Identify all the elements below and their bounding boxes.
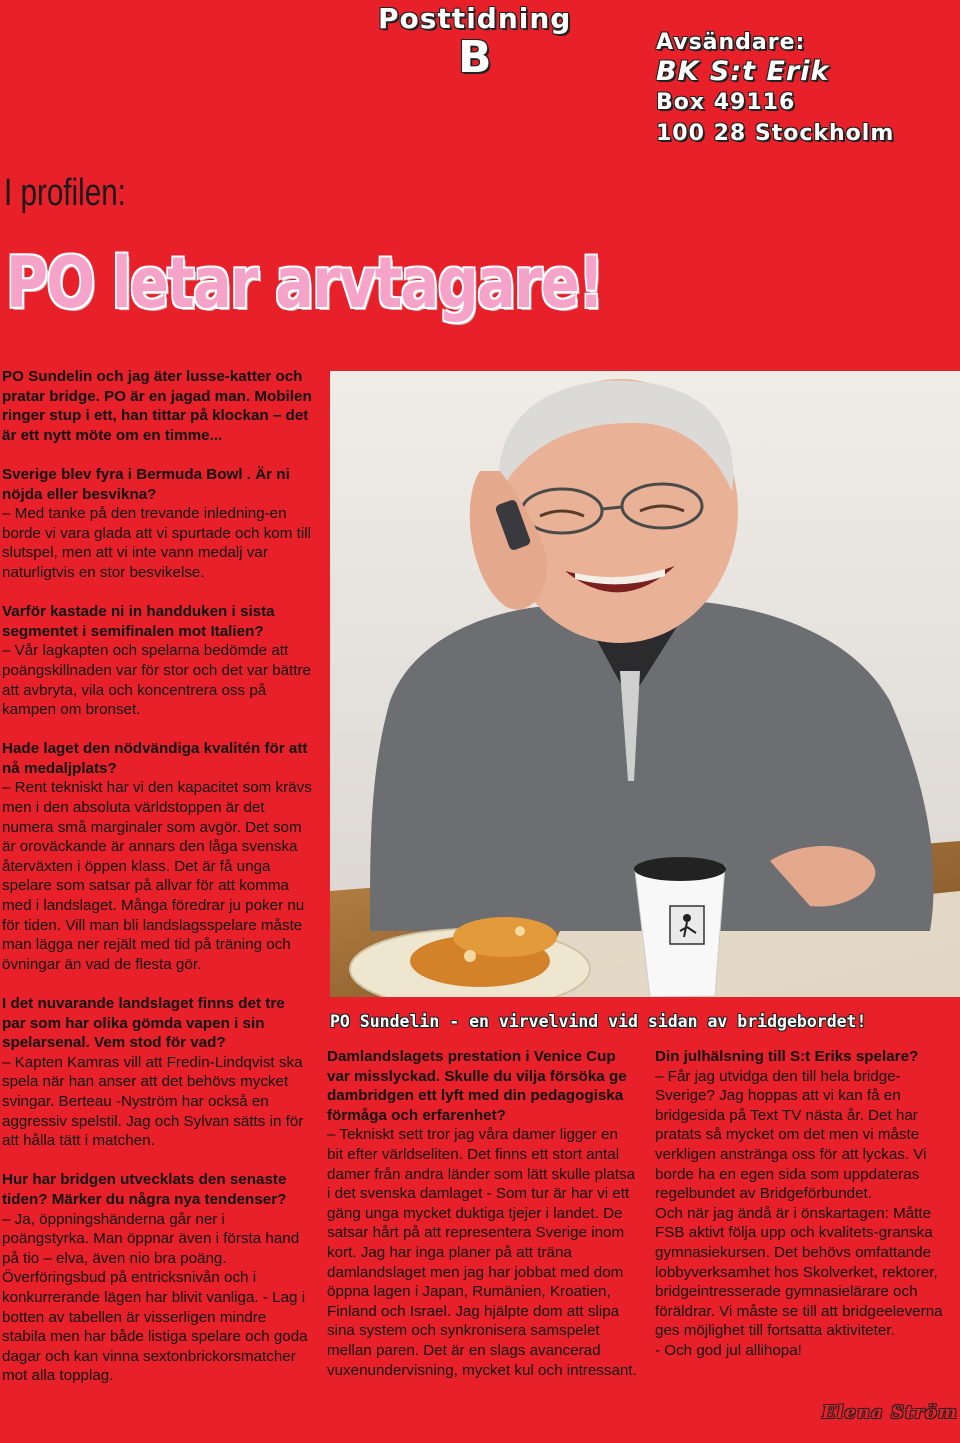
sender-label: Avsändare: <box>656 30 806 55</box>
section-label: I profilen: <box>4 172 126 214</box>
answer-7: – Får jag utvidga den till hela bridge-Sverige? Jag hoppas att vi kan få en bridgesida på Text TV nästa år. Det har pratats så mycket om det men vi måste verkligen anstränga oss för att lyckas. Vi borde ha en egen sida som uppdateras regelbundet av Bridgeförbundet. <box>655 1067 927 1203</box>
postage-class: B <box>458 32 492 83</box>
headline: PO letar arvtagare! <box>6 242 603 324</box>
answer-7-continued: Och när jag ändå är i önskartagen: Måtte FSB aktivt följa upp och kvalitets-granska gymnasiekursen. Det behövs omfattande lobbyverksamhet hos Skolverket, rektorer, bridgeintresserade gymnasielärare och föräldrar. Vi måste se till att bridgeeleverna ges möjlighet till fortsatta aktiviteter. <box>655 1204 943 1340</box>
question-6: Damlandslagets prestation i Venice Cup var misslyckad. Skulle du vilja försöka ge dambridgen ett lyft med din pedagogiska förmåga och erfarenhet? <box>327 1048 627 1124</box>
photo-caption: PO Sundelin - en virvelvind vid sidan av bridgebordet! <box>330 1012 867 1031</box>
portrait-illustration <box>330 371 960 997</box>
postage-label: Posttidning <box>378 2 572 35</box>
question-2: Varför kastade ni in handduken i sista segmentet i semifinalen mot Italien? <box>2 603 275 640</box>
article-column-3 <box>655 1047 957 1361</box>
sender-club: BK S:t Erik <box>656 56 830 87</box>
answer-4: – Kapten Kamras vill att Fredin-Lindqvist ska spela när han anser att det behövs mycket svingar. Berteau -Nyström har också en aggressiv spelstil. Jag och Sylvan sätts in för att hålla tätt i matchen. <box>2 1053 304 1150</box>
sender-city: 100 28 Stockholm <box>656 121 895 146</box>
answer-5: – Ja, öppningshänderna går ner i poängstyrka. Man öppnar även i första hand på tio – elva, även nio bra poäng. Överföringsbud på entricksnivån och i konkurrerande lägen har blivit vanliga. - Lag i botten av tabellen är visserligen mindre stabila men har både listiga spelare och goda dagar och kan vinna sextonbrickorsmatcher mot alla topplag. <box>2 1210 308 1385</box>
question-7: Din julhälsning till S:t Eriks spelare? <box>655 1048 919 1065</box>
sender-box: Box 49116 <box>656 90 796 115</box>
closing-greeting: - Och god jul allihopa! <box>655 1341 802 1359</box>
question-3: Hade laget den nödvändiga kvalitén för att nå medaljplats? <box>2 740 308 777</box>
answer-6: – Tekniskt sett tror jag våra damer ligger en bit efter världseliten. Det finns ett stort antal damer från andra länder som lätt skulle platsa i det svenska damlaget - Som tur är har vi ett gäng unga mycket duktiga tjejer i landet. De satsar hårt på att representera Sverige inom kort. Jag har inga planer på att träna damlandslaget men jag har jobbat med dom öppna lagen i Japan, Rumänien, Kroatien, Finland och Israel. Jag hjälpte dom att slipa sina system och synkronisera samspelet mellan paren. Det är en slags avancerad vuxenundervisning, mycket kul och intressant. <box>327 1126 637 1379</box>
author-signature: Elena Ström <box>822 1402 958 1423</box>
intro-text: PO Sundelin och jag äter lusse-katter och pratar bridge. PO är en jagad man. Mobilen ringer stup i ett, han tittar på klockan – det är ett nytt möte om en timme... <box>2 368 312 444</box>
question-5: Hur har bridgen utvecklats den senaste tiden? Märker du några nya tendenser? <box>2 1171 287 1208</box>
portrait-photo <box>330 371 960 997</box>
question-4: I det nuvarande landslaget finns det tre par som har olika gömda vapen i sin spelarsenal. Vem stod för vad? <box>2 995 285 1052</box>
question-1: Sverige blev fyra i Bermuda Bowl . Är ni nöjda eller besvikna? <box>2 465 290 503</box>
answer-2: – Vår lagkapten och spelarna bedömde att poängskillnaden var för stor och det var bättre att avbryta, vila och koncentrera oss på kampen om bronset. <box>2 642 311 719</box>
article-column-2 <box>327 1047 637 1380</box>
article-column-1 <box>2 367 312 1386</box>
answer-3: – Rent tekniskt har vi den kapacitet som krävs men i den absoluta världstoppen är det numera små marginaler som avgör. Det som är oroväckande är annars den låga svenska återväxten i öppen klass. Det är få unga spelare som satsar på allvar för att komma med i landslaget. Många föredrar ju poker nu för tiden. Vill man bli landslagsspelare måste man lägga ner rejält med tid på träning och övningar än vad de flesta gör. <box>2 779 312 973</box>
answer-1: – Med tanke på den trevande inledning-en borde vi vara glada att vi spurtade och kom till slutspel, men att vi inte vann medalj var naturligtvis en stor besvikelse. <box>2 505 311 581</box>
